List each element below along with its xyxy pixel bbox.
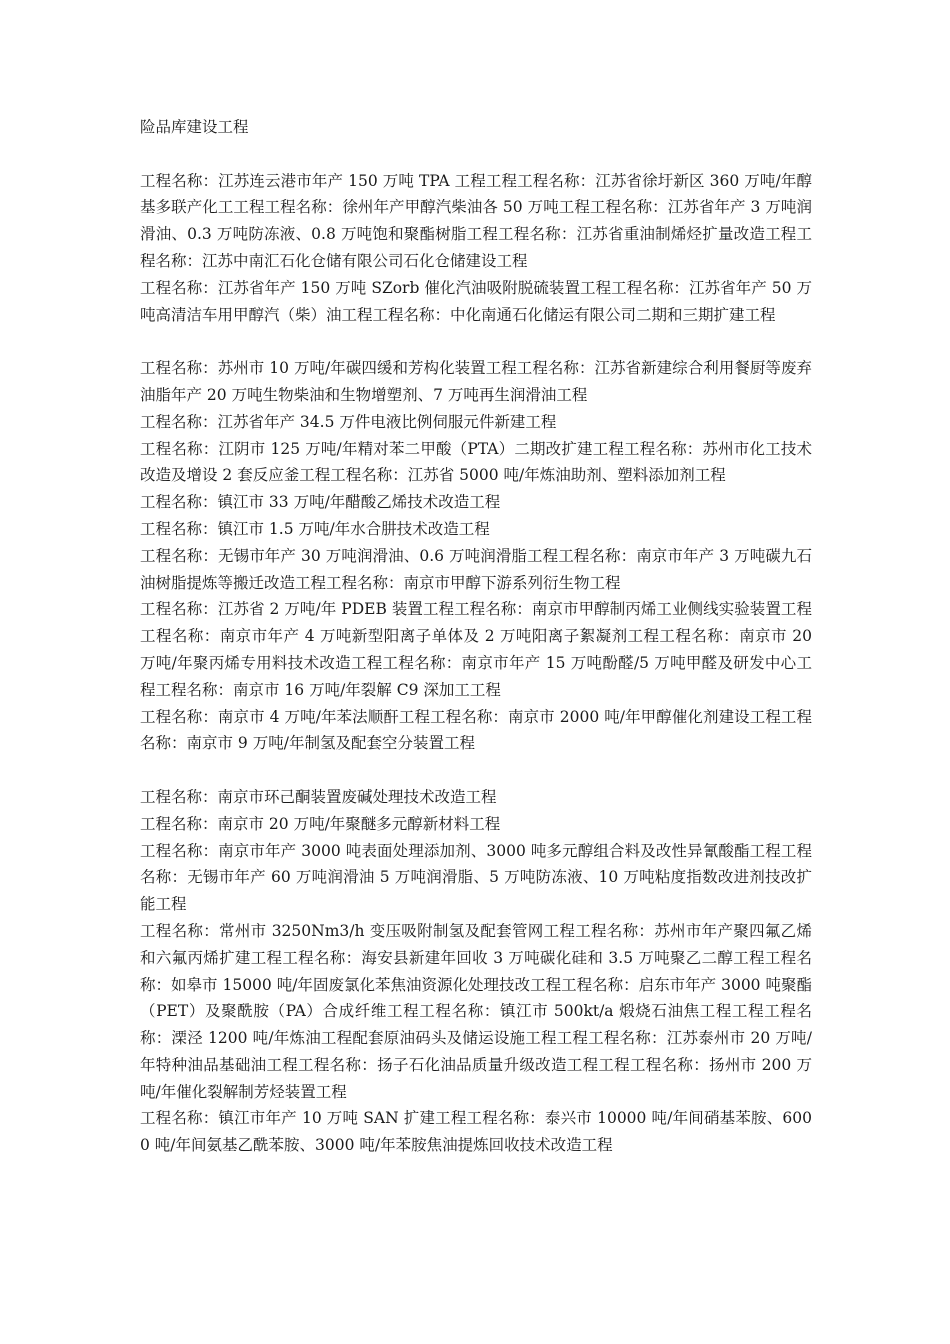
paragraph: 工程名称：南京市 4 万吨/年苯法顺酐工程工程名称：南京市 2000 吨/年甲醇催化剂建设工程工程名称：南京市 9 万吨/年制氢及配套空分装置工程 bbox=[140, 707, 812, 753]
document-body bbox=[140, 114, 812, 1159]
blank-line bbox=[140, 141, 812, 168]
section-3 bbox=[140, 784, 812, 1159]
paragraph: 工程名称：江苏连云港市年产 150 万吨 TPA 工程工程工程名称：江苏省徐圩新区 360 万吨/年醇基多联产化工工程工程名称：徐州年产甲醇汽柴油各 50 万吨工程工程名称：江苏省年产 3 万吨润滑油、0.3 万吨防冻液、0.8 万吨饱和聚酯树脂工程工程名称：江苏省重油制烯烃扩量改造工程工程名称：江苏中南汇石化仓储有限公司石化仓储建设工程 bbox=[140, 171, 812, 270]
blank-line bbox=[140, 328, 812, 355]
document-title: 险品库建设工程 bbox=[140, 118, 249, 136]
paragraph: 工程名称：江苏省年产 150 万吨 SZorb 催化汽油吸附脱硫装置工程工程名称：江苏省年产 50 万吨高清洁车用甲醇汽（柴）油工程工程名称：中化南通石化储运有限公司二期和三期扩建工程 bbox=[140, 278, 812, 324]
paragraph: 工程名称：镇江市年产 10 万吨 SAN 扩建工程工程名称：泰兴市 10000 吨/年间硝基苯胺、6000 吨/年间氨基乙酰苯胺、3000 吨/年苯胺焦油提炼回收技术改造工程 bbox=[140, 1109, 812, 1155]
paragraph: 工程名称：无锡市年产 30 万吨润滑油、0.6 万吨润滑脂工程工程名称：南京市年产 3 万吨碳九石油树脂提炼等搬迁改造工程工程名称：南京市甲醇下游系列衍生物工程 bbox=[140, 546, 812, 592]
blank-line bbox=[140, 757, 812, 784]
paragraph: 工程名称：江苏省 2 万吨/年 PDEB 装置工程工程名称：南京市甲醇制丙烯工业侧线实验装置工程工程名称：南京市年产 4 万吨新型阳离子单体及 2 万吨阳离子絮凝剂工程工程名称：南京市 20 万吨/年聚丙烯专用料技术改造工程工程名称：南京市年产 15 万吨酚醛/5 万吨甲醛及研发中心工程工程名称：南京市 16 万吨/年裂解 C9 深加工工程 bbox=[140, 600, 812, 699]
paragraph: 工程名称：苏州市 10 万吨/年碳四缓和芳构化装置工程工程名称：江苏省新建综合利用餐厨等废弃油脂年产 20 万吨生物柴油和生物增塑剂、7 万吨再生润滑油工程 bbox=[140, 359, 812, 404]
section-2 bbox=[140, 355, 812, 757]
paragraph: 工程名称：镇江市 1.5 万吨/年水合肼技术改造工程 bbox=[140, 519, 490, 538]
paragraph: 工程名称：常州市 3250Nm3/h 变压吸附制氢及配套管网工程工程名称：苏州市年产聚四氟乙烯和六氟丙烯扩建工程工程名称：海安县新建年回收 3 万吨碳化硅和 3.5 万吨聚乙二醇工程工程名称：如皋市 15000 吨/年固废氯化苯焦油资源化处理技改工程工程名称：启东市年产 3000 吨聚酯（PET）及聚酰胺（PA）合成纤维工程工程名称：镇江市 500kt/a 煅烧石油焦工程工程工程名称：溧泾 1200 吨/年炼油工程配套原油码头及储运设施工程工程工程名称：江苏泰州市 20 万吨/年特种油品基础油工程工程名称：扬子石化油品质量升级改造工程工程工程名称：扬州市 200 万吨/年催化裂解制芳烃装置工程 bbox=[140, 921, 812, 1101]
paragraph: 工程名称：南京市环己酮装置废碱处理技术改造工程 bbox=[140, 787, 497, 806]
section-1 bbox=[140, 168, 812, 329]
paragraph: 工程名称：江苏省年产 34.5 万件电液比例伺服元件新建工程 bbox=[140, 412, 557, 431]
paragraph: 工程名称：江阴市 125 万吨/年精对苯二甲酸（PTA）二期改扩建工程工程名称：苏州市化工技术改造及增设 2 套反应釜工程工程名称：江苏省 5000 吨/年炼油助剂、塑料添加剂工程 bbox=[140, 439, 812, 485]
paragraph: 工程名称：南京市年产 3000 吨表面处理添加剂、3000 吨多元醇组合料及改性异氰酸酯工程工程名称：无锡市年产 60 万吨润滑油 5 万吨润滑脂、5 万吨防冻液、10 万吨粘度指数改进剂技改扩能工程 bbox=[140, 841, 812, 914]
paragraph: 工程名称：南京市 20 万吨/年聚醚多元醇新材料工程 bbox=[140, 814, 501, 833]
paragraph: 工程名称：镇江市 33 万吨/年醋酸乙烯技术改造工程 bbox=[140, 493, 501, 512]
